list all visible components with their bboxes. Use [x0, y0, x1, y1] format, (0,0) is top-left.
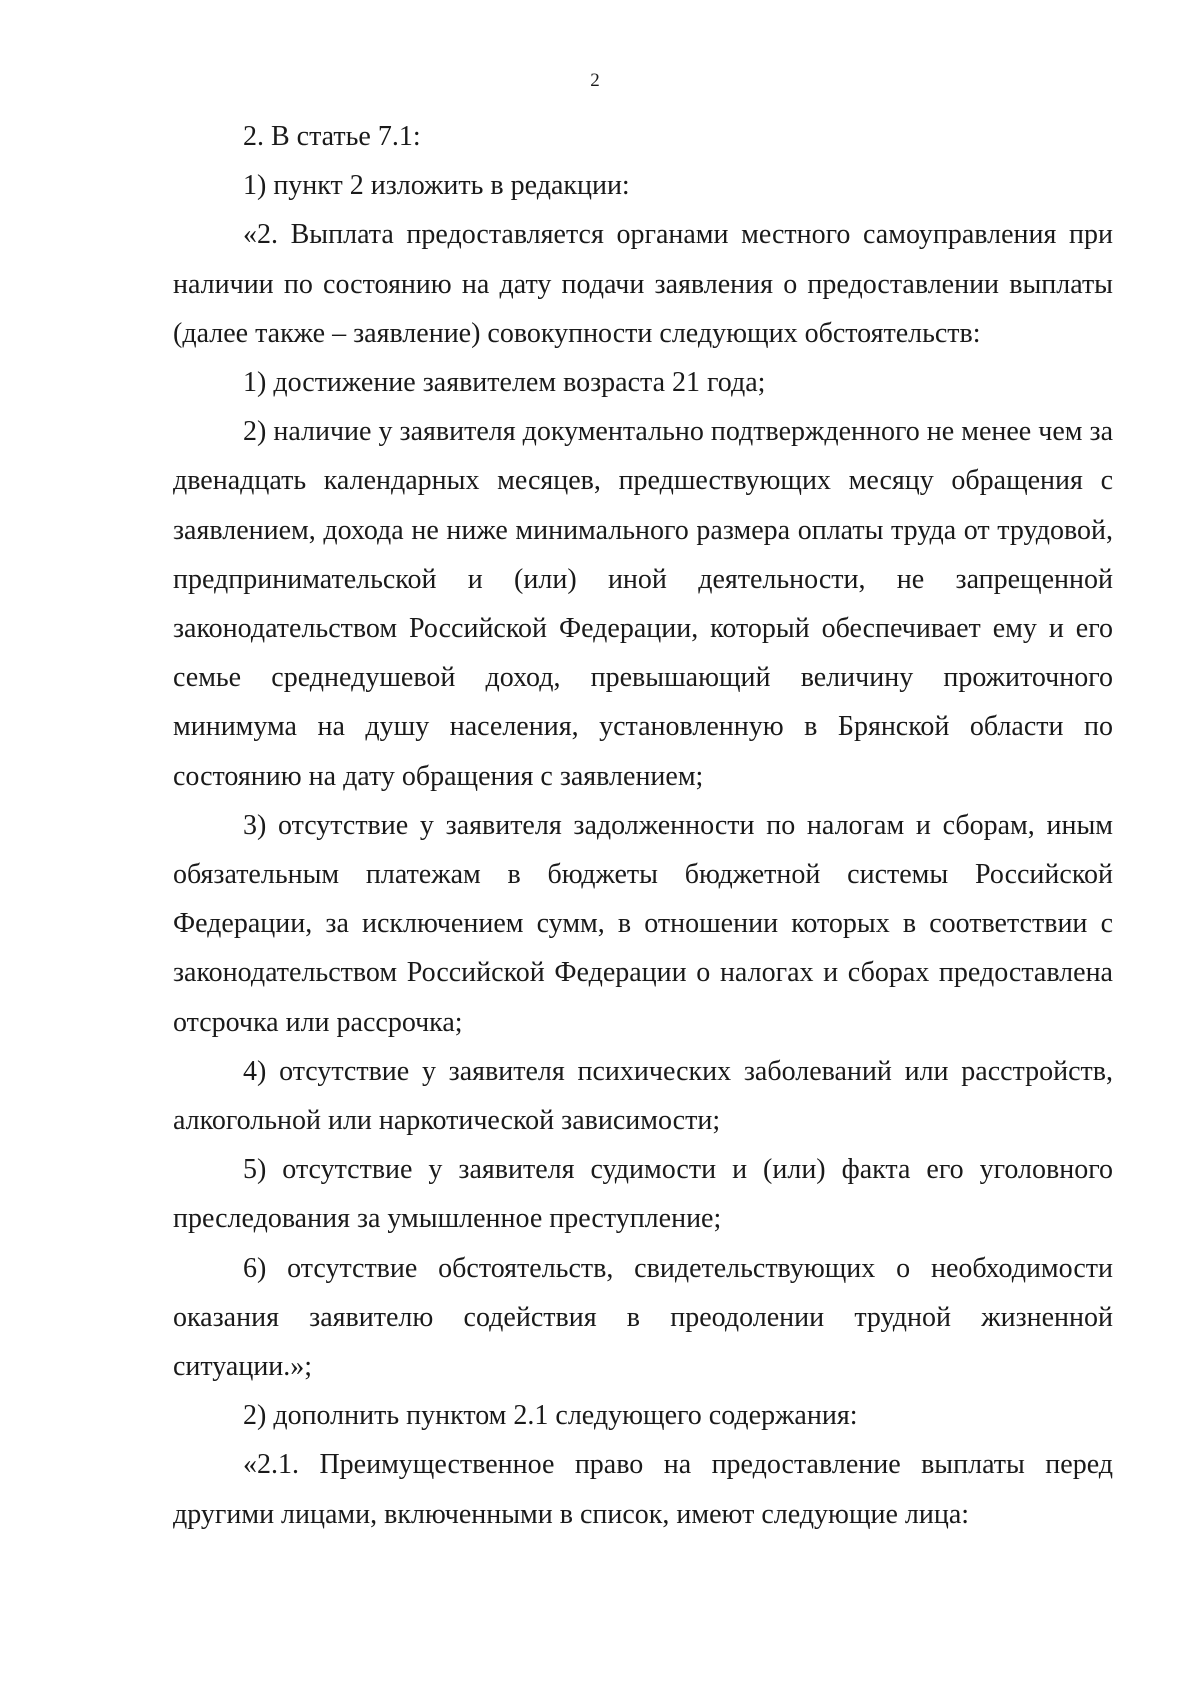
- paragraph-item-1: 1) пункт 2 изложить в редакции:: [243, 170, 630, 202]
- paragraph-article-heading: 2. В статье 7.1:: [243, 121, 421, 152]
- paragraph-condition-4: 4) отсутствие у заявителя психических заболеваний или расстройств, алкогольной или наркотической зависимости;: [173, 1055, 1113, 1137]
- paragraph-condition-3: 3) отсутствие у заявителя задолженности по налогам и сборам, иным обязательным платежам в бюджеты бюджетной системы Российской Федерации, за исключением сумм, в отношении которых в соответствии с законодательством Российской Федерации о налогах и сборах предоставлена отсрочка или рассрочка;: [173, 809, 1113, 1038]
- document-body: [173, 112, 1113, 1539]
- paragraph-condition-6: 6) отсутствие обстоятельств, свидетельствующих о необходимости оказания заявителю содействия в преодолении трудной жизненной ситуации.»;: [173, 1252, 1113, 1383]
- paragraph-condition-5: 5) отсутствие у заявителя судимости и (или) факта его уголовного преследования за умышленное преступление;: [173, 1154, 1113, 1235]
- paragraph-clause-2-1: «2.1. Преимущественное право на предоставление выплаты перед другими лицами, включенными в список, имеют следующие лица:: [173, 1449, 1113, 1530]
- paragraph-clause-2: «2. Выплата предоставляется органами местного самоуправления при наличии по состоянию на дату подачи заявления о предоставлении выплаты (далее также – заявление) совокупности следующих обстоятельств:: [173, 219, 1113, 349]
- paragraph-item-2: 2) дополнить пунктом 2.1 следующего содержания:: [243, 1400, 858, 1432]
- paragraph-condition-2: 2) наличие у заявителя документально подтвержденного не менее чем за двенадцать календарных месяцев, предшествующих месяцу обращения с заявлением, дохода не ниже минимального размера оплаты труда от трудовой, предпринимательской и (или) иной деятельности, не запрещенной законодательством Российской Федерации, который обеспечивает ему и его семье среднедушевой доход, превышающий величину прожиточного минимума на душу населения, установленную в Брянской области по состоянию на дату обращения с заявлением;: [173, 416, 1113, 792]
- paragraph-condition-1: 1) достижение заявителем возраста 21 года;: [243, 367, 766, 399]
- page-number: 2: [590, 70, 600, 91]
